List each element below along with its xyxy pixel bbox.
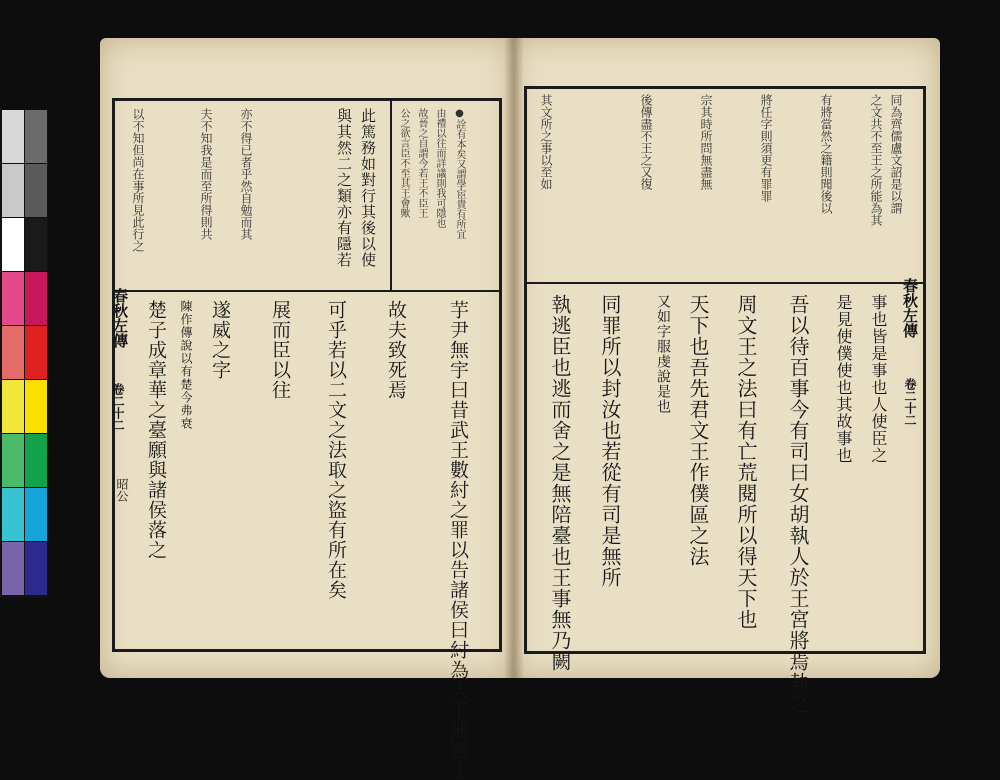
open-book (100, 38, 940, 780)
text-column: 亦不得已者乎然自勉而其 (239, 108, 253, 240)
text-column: 是見使僕使也其故事也 (834, 294, 853, 464)
text-column: 天下也吾先君文王作僕區之法 (686, 294, 710, 567)
right-page-frame (524, 86, 926, 714)
text-column: 以不知但尚在事所見此行之 (131, 108, 145, 252)
left-edge-volume: 卷二十二 (111, 383, 125, 431)
color-swatch (25, 380, 47, 433)
text-column: 周文王之法曰有亡荒閱所以得天下也 (734, 294, 758, 630)
text-column: 有將當然之籍則聞後以 (819, 94, 833, 214)
right-edge-title: 春秋左傳 (901, 278, 919, 338)
left-edge-duke: 昭公 (115, 478, 129, 502)
book-gutter (504, 38, 524, 678)
color-swatch (2, 434, 24, 487)
text-column: 其文所之事以至如 (539, 94, 553, 190)
text-column: 同罪所以封汝也若從有司是無所 (598, 294, 622, 588)
text-column: 將任字則須更有罪罪 (759, 94, 773, 202)
left-page-divider (112, 290, 499, 292)
text-column: 可乎若以二文之法取之盜有所在矣 (325, 300, 347, 600)
text-column: 同為齊儒盧文詔是以謂 (889, 94, 903, 214)
text-column: 此篤務如對行其後以使 (359, 108, 377, 268)
color-swatch (25, 434, 47, 487)
text-column: 故夫致死焉 (385, 300, 407, 400)
text-column: 遂威之字 (209, 300, 231, 380)
color-swatch (25, 488, 47, 541)
color-calibration-card (0, 110, 48, 598)
color-swatch (2, 380, 24, 433)
text-column: 楚子成章華之臺願與諸侯落之 (145, 300, 167, 560)
left-edge-title: 春秋左傳 (111, 288, 129, 348)
color-swatch (2, 326, 24, 379)
color-swatch (2, 542, 24, 595)
left-upper-rule (390, 98, 392, 290)
text-column: 夫不知我是而至所得則共 (199, 108, 213, 240)
text-column: 之文共不至王之所能為其 (869, 94, 883, 226)
text-column: 事也皆是事也人使臣之 (869, 294, 888, 464)
right-edge-volume: 卷二十二 (903, 378, 917, 426)
text-column: 又如字服虔說是也 (655, 294, 671, 414)
right-page-divider (524, 282, 923, 284)
text-column: 後傳盡不王之又復 (639, 94, 653, 190)
color-swatch (2, 164, 24, 217)
color-swatch (25, 218, 47, 271)
color-swatch (2, 110, 24, 163)
color-swatch (2, 218, 24, 271)
text-column: 陳作傳說以有楚今弗衰 (179, 300, 193, 430)
color-swatch (25, 272, 47, 325)
text-column: 吾以待百事今有司曰女胡執人於王宮將焉執之 (786, 294, 810, 714)
color-swatch (25, 164, 47, 217)
text-column: 展而臣以往 (269, 300, 291, 400)
text-column: 執逃臣也逃而舍之是無陪臺也王事無乃闕 (548, 294, 572, 672)
text-column: 宗其時所問無盡無 (699, 94, 713, 190)
color-swatch (2, 488, 24, 541)
text-column: 芋尹無宇曰昔武王數紂之罪以告諸侯曰紂為天下逋逃主 (447, 300, 469, 780)
color-swatch (25, 542, 47, 595)
text-column: 公之欲言臣不至其王會歟 (398, 108, 409, 218)
color-swatch (25, 110, 47, 163)
text-column: 與其然二之類亦有隱若 (335, 108, 353, 268)
color-swatch (25, 326, 47, 379)
text-column: 故晉之自謂今若王不臣王 (416, 108, 427, 218)
color-swatch (2, 272, 24, 325)
text-column: 由禮以往而詳議則我可隱也 (434, 108, 445, 228)
text-column: ●詮有本矣又謂學宦貴有所宜 (454, 108, 465, 239)
